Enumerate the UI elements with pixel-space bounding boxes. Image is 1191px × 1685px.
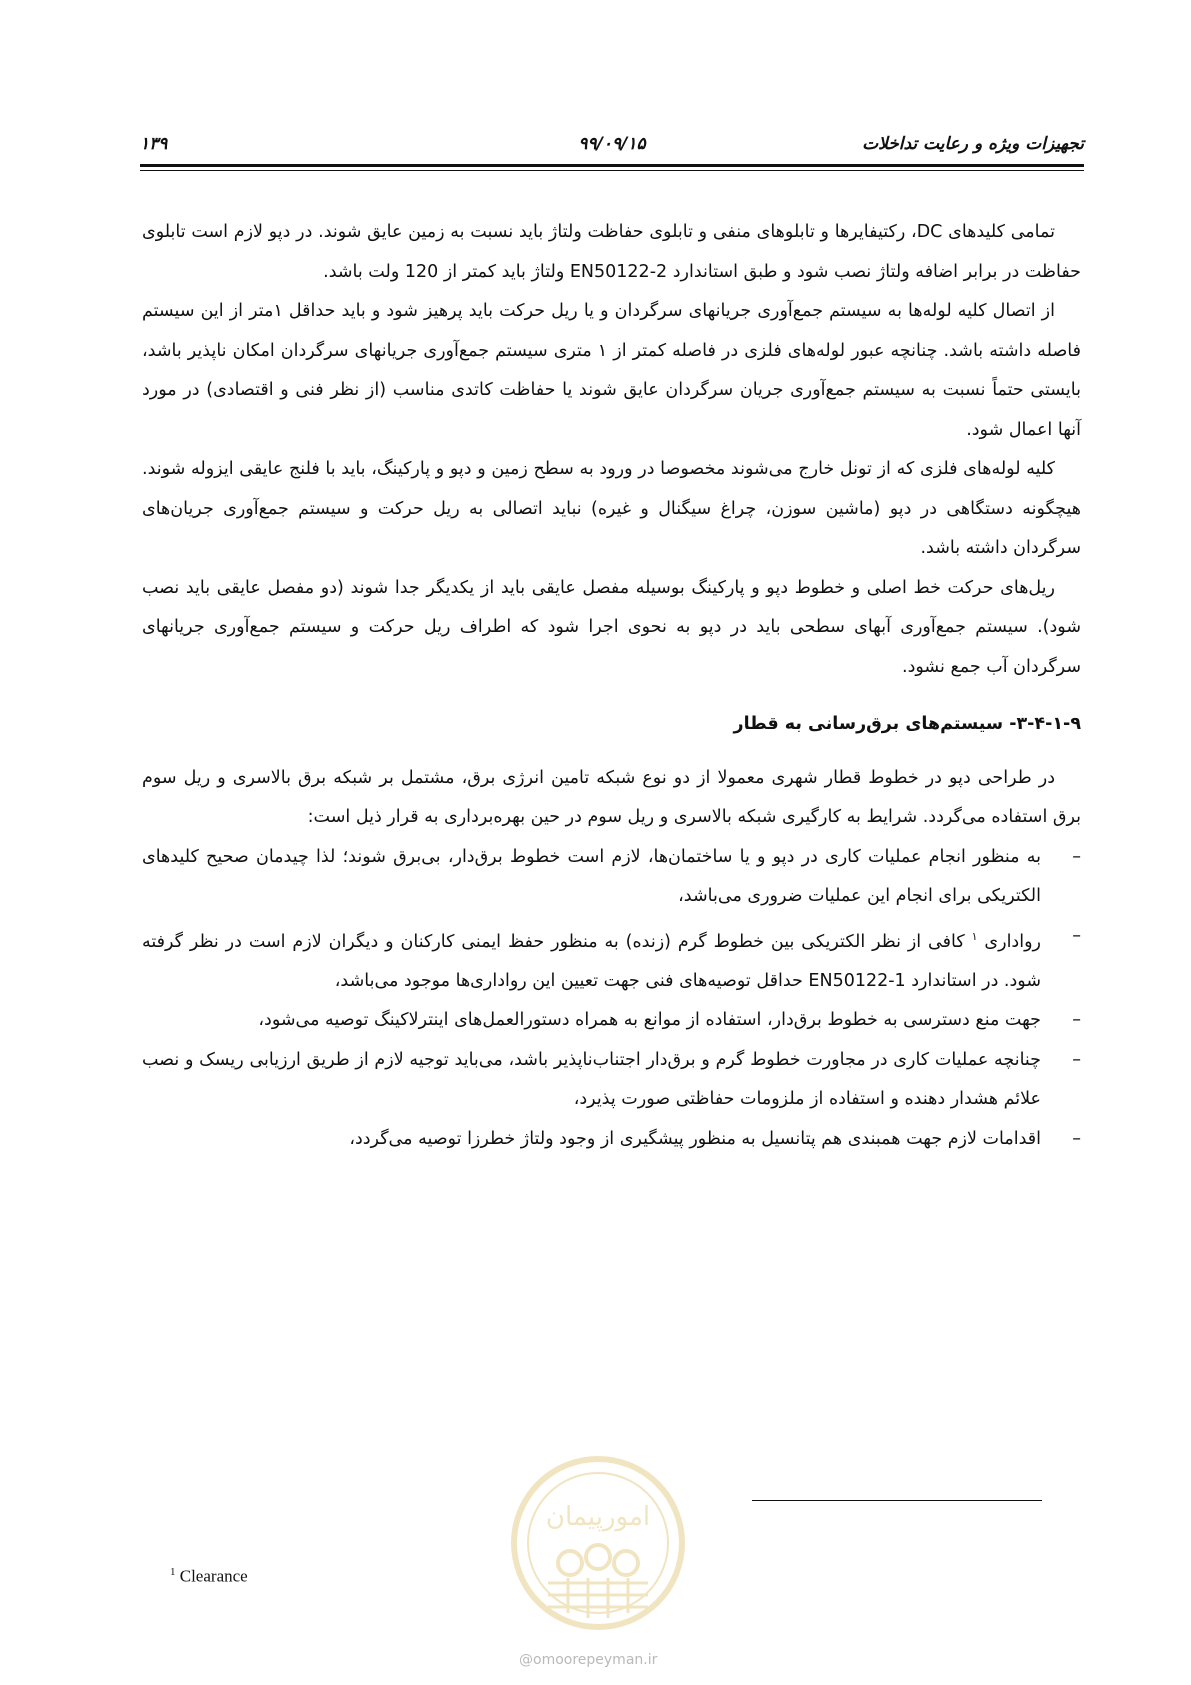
list-item-text-after: کافی از نظر الکتریکی بین خطوط گرم (زنده) به منظور حفظ ایمنی کارکنان و دیگران لازم است در نظر گرفته شود. در استاندارد EN50122-1 حداقل توصیه‌های فنی جهت تعیین این رواداری‌ها موجود می‌باشد،: [142, 931, 1041, 991]
footnote-ref[interactable]: ۱: [971, 929, 978, 943]
list-item: [142, 1120, 1081, 1160]
list-item-text: اقدامات لازم جهت همبندی هم پتانسیل به منظور پیشگیری از وجود ولتاژ خطرزا توصیه می‌گردد،: [349, 1128, 1041, 1149]
bullet-dash: –: [1072, 925, 1081, 946]
paragraph-dc-switches: تمامی کلیدهای DC، رکتیفایرها و تابلوهای منفی و تابلوی حفاظت ولتاژ باید نسبت به زمین عایق شوند. در دپو لازم است تابلوی حفاظت در برابر اضافه ولتاژ نصب شود و طبق استاندارد EN50122-2 ولتاژ باید کمتر از 120 ولت باشد.: [142, 222, 1081, 282]
list-item: [142, 1001, 1081, 1041]
footnote-text: Clearance: [175, 1566, 248, 1586]
paragraph-metal-pipes: کلیه لوله‌های فلزی که از تونل خارج می‌شوند مخصوصا در ورود به سطح زمین و دپو و پارکینگ، باید با فلنج عایقی ایزوله شوند. هیچگونه دستگاهی در دپو (ماشین سوزن، چراغ سیگنال و غیره) نباید اتصالی به ریل حرکت و سیستم جمع‌آوری جریان‌های سرگردان داشته باشد.: [142, 459, 1081, 558]
requirements-list: [142, 838, 1081, 1160]
watermark-logo-text: امورپیمان: [545, 1502, 651, 1532]
bullet-dash: –: [1072, 1128, 1081, 1149]
watermark-logo-icon: [508, 1453, 688, 1633]
footnote-separator: [752, 1500, 1042, 1501]
section-intro: در طراحی دپو در خطوط قطار شهری معمولا از دو نوع شبکه تامین انرژی برق، مشتمل بر شبکه برق بالاسری و ریل سوم برق استفاده می‌گردد. شرایط به کارگیری شبکه بالاسری و ریل سوم در حین بهره‌برداری به قرار ذیل است:: [142, 767, 1081, 827]
bullet-dash: –: [1072, 1010, 1081, 1031]
header-rule-thin: [140, 170, 1084, 171]
section-heading: ۳-۴-۱-۹- سیستم‌های برق‌رسانی به قطار: [733, 714, 1081, 734]
list-item: [142, 838, 1081, 917]
list-item-text-before: رواداری: [984, 931, 1041, 952]
list-item-text: چنانچه عملیات کاری در مجاورت خطوط گرم و برق‌دار اجتناب‌ناپذیر باشد، می‌باید توجیه لازم از طریق ارزیابی ریسک و نصب علائم هشدار دهنده و استفاده از ملزومات حفاظتی صورت پذیرد،: [142, 1049, 1041, 1110]
header-title: تجهیزات ویژه و رعایت تداخلات: [862, 134, 1084, 154]
page-number: ۱۳۹: [140, 134, 168, 154]
header-rule-thick: [140, 164, 1084, 167]
list-item: [142, 1041, 1081, 1120]
paragraph-pipe-connection: از اتصال کلیه لوله‌ها به سیستم جمع‌آوری جریانهای سرگردان و یا ریل حرکت باید پرهیز شود و باید حداقل ۱متر از این سیستم فاصله داشته باشد. چنانچه عبور لوله‌های فلزی در فاصله کمتر از ۱ متری سیستم جمع‌آوری جریانهای سرگردان امکان ناپذیر باشد، بایستی حتماً نسبت به سیستم جمع‌آوری جریان سرگردان عایق شوند یا حفاظت کاتدی مناسب (از نظر فنی و اقتصادی) در مورد آنها اعمال شود.: [142, 301, 1081, 440]
footnote-number: 1: [170, 1566, 176, 1578]
list-item-text: جهت منع دسترسی به خطوط برق‌دار، استفاده از موانع به همراه دستورالعمل‌های اینترلاکینگ توصیه می‌شود،: [258, 1010, 1041, 1031]
paragraph-rail-joints: ریل‌های حرکت خط اصلی و خطوط دپو و پارکینگ بوسیله مفصل عایقی باید از یکدیگر جدا شوند (دو مفصل عایقی باید نصب شود). سیستم جمع‌آوری آبهای سطحی باید در دپو به نحوی اجرا شود که اطراف ریل حرکت و سیستم جمع‌آوری جریانهای سرگردان آب جمع نشود.: [142, 577, 1081, 677]
bullet-dash: –: [1072, 846, 1081, 867]
watermark-text: @omoorepeyman.ir: [519, 1652, 658, 1668]
list-item: [142, 917, 1081, 1002]
list-item-text: به منظور انجام عملیات کاری در دپو و یا ساختمان‌ها، لازم است خطوط برق‌دار، بی‌برق شوند؛ لذا چیدمان صحیح کلیدهای الکتریکی برای انجام این عملیات ضروری می‌باشد،: [142, 846, 1041, 906]
header-date: ۹۹/۰۹/۱۵: [578, 134, 646, 154]
footnote: [170, 1566, 248, 1587]
bullet-dash: –: [1072, 1049, 1081, 1070]
page-body: [142, 213, 1081, 1159]
page-header: [140, 122, 1084, 158]
